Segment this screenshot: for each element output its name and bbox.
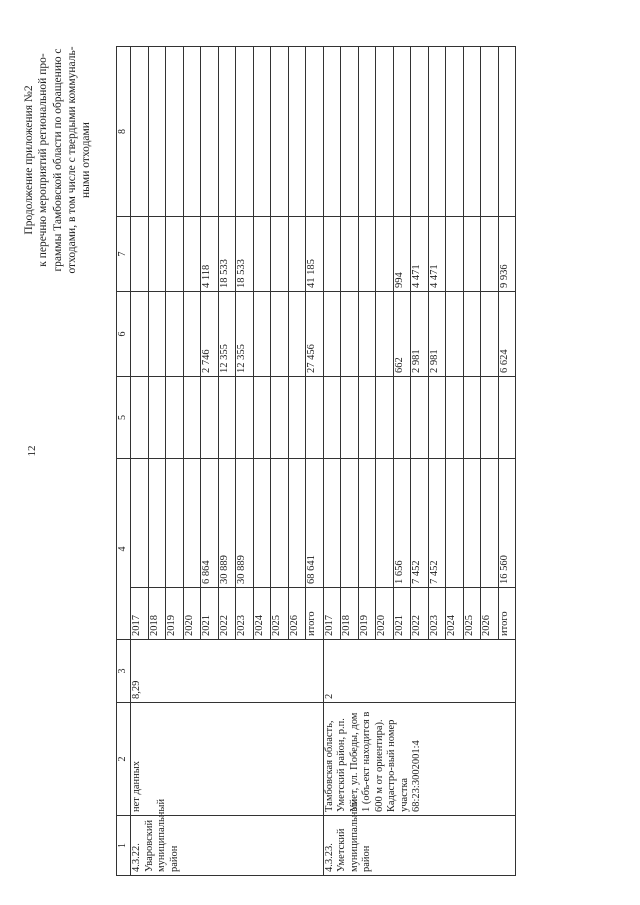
year-cell: 2026 xyxy=(481,588,499,640)
year-cell: 2025 xyxy=(463,588,481,640)
year-cell: 2023 xyxy=(236,588,254,640)
value-cell-col8 xyxy=(253,47,271,217)
value-cell-col5 xyxy=(166,377,184,459)
year-cell: 2019 xyxy=(166,588,184,640)
value-cell-col4 xyxy=(341,459,359,588)
value-cell-col8 xyxy=(428,47,446,217)
address-cell: нет данных xyxy=(131,703,324,816)
value-cell-col4: 68 641 xyxy=(306,459,324,588)
table-row xyxy=(323,47,341,876)
year-cell: 2019 xyxy=(358,588,376,640)
year-cell: 2023 xyxy=(428,588,446,640)
value-cell-col8 xyxy=(236,47,254,217)
value-cell-col8 xyxy=(131,47,149,217)
value-cell-col5 xyxy=(446,377,464,459)
value-cell-col4: 6 864 xyxy=(201,459,219,588)
value-cell-col4 xyxy=(131,459,149,588)
column-number: 7 xyxy=(117,217,131,292)
document-heading xyxy=(22,25,93,295)
value-cell-col5 xyxy=(498,377,516,459)
capacity-cell: 2 xyxy=(323,640,516,703)
district-name-cell: 4.3.23. Уметский муниципальный район xyxy=(323,816,516,876)
year-cell: 2026 xyxy=(288,588,306,640)
value-cell-col8 xyxy=(306,47,324,217)
value-cell-col7: 9 936 xyxy=(498,217,516,292)
value-cell-col4 xyxy=(253,459,271,588)
value-cell-col7 xyxy=(271,217,289,292)
year-cell: 2022 xyxy=(411,588,429,640)
year-cell: 2020 xyxy=(183,588,201,640)
heading-line: Продолжение приложения №2 xyxy=(23,85,35,235)
value-cell-col6: 12 355 xyxy=(236,292,254,377)
value-cell-col5 xyxy=(288,377,306,459)
value-cell-col7 xyxy=(148,217,166,292)
year-cell: 2017 xyxy=(131,588,149,640)
value-cell-col5 xyxy=(411,377,429,459)
year-cell: 2024 xyxy=(253,588,271,640)
value-cell-col5 xyxy=(376,377,394,459)
value-cell-col8 xyxy=(183,47,201,217)
value-cell-col6 xyxy=(271,292,289,377)
value-cell-col6 xyxy=(288,292,306,377)
value-cell-col8 xyxy=(148,47,166,217)
heading-line: ными отходами xyxy=(80,122,93,198)
value-cell-col6 xyxy=(463,292,481,377)
value-cell-col5 xyxy=(218,377,236,459)
year-cell: итого xyxy=(498,588,516,640)
value-cell-col7 xyxy=(481,217,499,292)
table-body xyxy=(131,47,516,876)
value-cell-col6: 2 746 xyxy=(201,292,219,377)
value-cell-col7: 4 471 xyxy=(428,217,446,292)
value-cell-col7 xyxy=(446,217,464,292)
value-cell-col5 xyxy=(148,377,166,459)
value-cell-col5 xyxy=(253,377,271,459)
column-number: 6 xyxy=(117,292,131,377)
value-cell-col7 xyxy=(166,217,184,292)
value-cell-col6 xyxy=(253,292,271,377)
value-cell-col5 xyxy=(481,377,499,459)
value-cell-col7 xyxy=(376,217,394,292)
column-number: 1 xyxy=(117,816,131,876)
year-cell: 2025 xyxy=(271,588,289,640)
value-cell-col8 xyxy=(201,47,219,217)
value-cell-col7: 4 118 xyxy=(201,217,219,292)
value-cell-col7: 41 185 xyxy=(306,217,324,292)
column-number: 2 xyxy=(117,703,131,816)
value-cell-col6: 662 xyxy=(393,292,411,377)
value-cell-col7: 994 xyxy=(393,217,411,292)
value-cell-col8 xyxy=(218,47,236,217)
value-cell-col8 xyxy=(323,47,341,217)
value-cell-col8 xyxy=(166,47,184,217)
heading-line: к перечню мероприятий региональной про- xyxy=(37,53,50,267)
value-cell-col6 xyxy=(323,292,341,377)
value-cell-col8 xyxy=(393,47,411,217)
value-cell-col7: 4 471 xyxy=(411,217,429,292)
value-cell-col5 xyxy=(306,377,324,459)
value-cell-col6 xyxy=(166,292,184,377)
value-cell-col4 xyxy=(271,459,289,588)
capacity-cell: 8,29 xyxy=(131,640,324,703)
value-cell-col8 xyxy=(498,47,516,217)
value-cell-col6 xyxy=(341,292,359,377)
value-cell-col6: 12 355 xyxy=(218,292,236,377)
year-cell: 2021 xyxy=(201,588,219,640)
address-cell: Тамбовская область, Уметский район, р.п. Умет, ул. Победы, дом 1 (объ-ект находится в 600 м от ориентира). Кадастро-вый номер участка 68:23:3002001:4 xyxy=(323,703,516,816)
value-cell-col8 xyxy=(271,47,289,217)
column-number: 4 xyxy=(117,459,131,640)
value-cell-col6: 27 456 xyxy=(306,292,324,377)
value-cell-col4 xyxy=(166,459,184,588)
value-cell-col4 xyxy=(376,459,394,588)
value-cell-col6 xyxy=(131,292,149,377)
value-cell-col7 xyxy=(253,217,271,292)
value-cell-col7 xyxy=(288,217,306,292)
value-cell-col5 xyxy=(201,377,219,459)
data-table xyxy=(116,46,516,876)
value-cell-col7 xyxy=(341,217,359,292)
column-number: 8 xyxy=(117,47,131,217)
year-cell: 2020 xyxy=(376,588,394,640)
value-cell-col5 xyxy=(341,377,359,459)
value-cell-col8 xyxy=(288,47,306,217)
value-cell-col8 xyxy=(481,47,499,217)
year-cell: 2017 xyxy=(323,588,341,640)
heading-line: отходами, в том числе с твердыми коммуналь- xyxy=(65,46,78,274)
value-cell-col5 xyxy=(358,377,376,459)
value-cell-col4: 7 452 xyxy=(411,459,429,588)
value-cell-col4 xyxy=(183,459,201,588)
value-cell-col7: 18 533 xyxy=(236,217,254,292)
page-number: 12 xyxy=(26,445,38,457)
year-cell: итого xyxy=(306,588,324,640)
value-cell-col6: 2 981 xyxy=(411,292,429,377)
value-cell-col6 xyxy=(183,292,201,377)
column-number: 3 xyxy=(117,640,131,703)
value-cell-col8 xyxy=(446,47,464,217)
year-cell: 2018 xyxy=(341,588,359,640)
value-cell-col5 xyxy=(323,377,341,459)
value-cell-col5 xyxy=(463,377,481,459)
heading-line: граммы Тамбовской области по обращению с xyxy=(51,48,64,272)
value-cell-col6 xyxy=(358,292,376,377)
value-cell-col5 xyxy=(271,377,289,459)
value-cell-col7 xyxy=(358,217,376,292)
value-cell-col7: 18 533 xyxy=(218,217,236,292)
value-cell-col8 xyxy=(376,47,394,217)
value-cell-col6 xyxy=(376,292,394,377)
value-cell-col7 xyxy=(463,217,481,292)
value-cell-col4: 1 656 xyxy=(393,459,411,588)
value-cell-col4: 16 560 xyxy=(498,459,516,588)
value-cell-col5 xyxy=(131,377,149,459)
value-cell-col7 xyxy=(131,217,149,292)
district-name-cell: 4.3.22. Уваровский муниципальный район xyxy=(131,816,324,876)
value-cell-col4: 30 889 xyxy=(236,459,254,588)
column-number-row xyxy=(117,47,131,876)
value-cell-col6 xyxy=(148,292,166,377)
year-cell: 2024 xyxy=(446,588,464,640)
column-number: 5 xyxy=(117,377,131,459)
value-cell-col5 xyxy=(236,377,254,459)
value-cell-col4 xyxy=(446,459,464,588)
value-cell-col6: 6 624 xyxy=(498,292,516,377)
value-cell-col4 xyxy=(148,459,166,588)
value-cell-col5 xyxy=(393,377,411,459)
value-cell-col4: 30 889 xyxy=(218,459,236,588)
value-cell-col5 xyxy=(428,377,446,459)
value-cell-col8 xyxy=(463,47,481,217)
year-cell: 2018 xyxy=(148,588,166,640)
value-cell-col4 xyxy=(358,459,376,588)
value-cell-col4 xyxy=(481,459,499,588)
value-cell-col4 xyxy=(323,459,341,588)
value-cell-col4: 7 452 xyxy=(428,459,446,588)
value-cell-col7 xyxy=(183,217,201,292)
value-cell-col4 xyxy=(288,459,306,588)
value-cell-col6 xyxy=(481,292,499,377)
year-cell: 2022 xyxy=(218,588,236,640)
table-row xyxy=(131,47,149,876)
value-cell-col8 xyxy=(341,47,359,217)
value-cell-col4 xyxy=(463,459,481,588)
value-cell-col8 xyxy=(411,47,429,217)
value-cell-col6 xyxy=(446,292,464,377)
year-cell: 2021 xyxy=(393,588,411,640)
value-cell-col8 xyxy=(358,47,376,217)
value-cell-col7 xyxy=(323,217,341,292)
value-cell-col5 xyxy=(183,377,201,459)
value-cell-col6: 2 981 xyxy=(428,292,446,377)
